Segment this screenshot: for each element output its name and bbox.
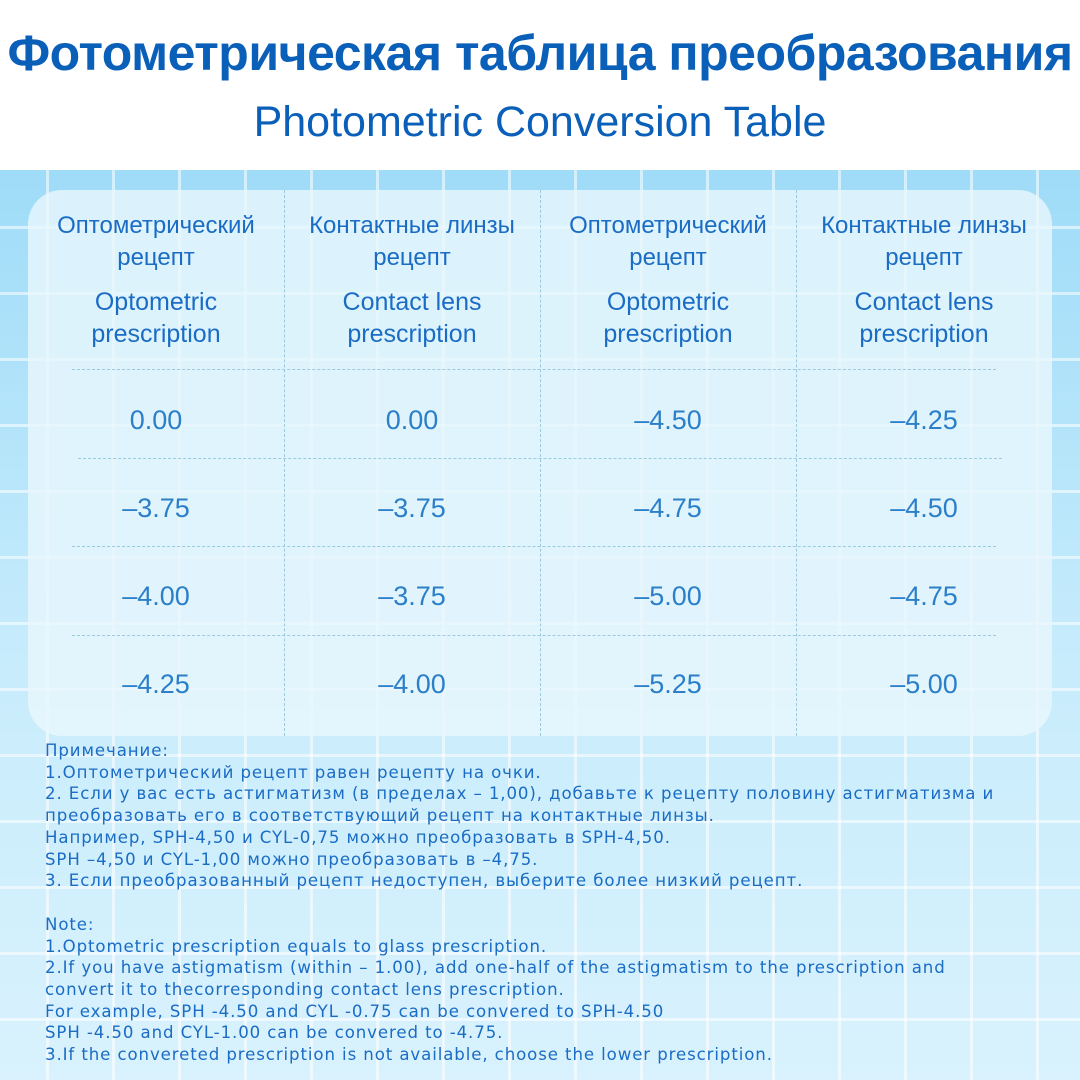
column-header-en-line: Contact lens [854,288,994,316]
notes-ru-heading: Примечание: [45,741,169,760]
column-header-en-line: prescription [91,320,221,348]
note-line: преобразовать его в соответствующий рецепт на контактные линзы. [45,806,715,826]
column-header-ru-line: рецепт [629,244,707,271]
column-header-en [28,286,284,350]
table-cell: –5.00 [890,669,958,699]
table-cell: 0.00 [385,405,439,435]
note-line: convert it to thecorresponding contact lens prescription. [45,980,565,1000]
notes-en-heading: Note: [45,914,95,934]
column-header-ru-line: рецепт [117,244,195,271]
table-cell: –5.00 [634,581,702,611]
table-column [28,190,284,736]
column-header-ru-line: рецепт [885,244,963,271]
column-header-en [796,286,1052,350]
table-cell: –4.50 [634,405,702,435]
note-line: 2.If you have astigmatism (within – 1.00), add one-half of the astigmatism to the prescription and [45,958,946,978]
note-line: SPH –4,50 и CYL-1,00 можно преобразовать в –4,75. [45,849,539,869]
column-header-ru [24,210,288,274]
column-header-en-line: prescription [859,320,989,348]
table-column [284,190,540,736]
header [0,0,1080,170]
table-cell: –3.75 [378,493,446,523]
table-cell: –5.25 [634,669,702,699]
note-line: Например, SPH-4,50 и CYL-0,75 можно преобразовать в SPH-4,50. [45,827,671,847]
table-cell: –4.75 [634,493,702,523]
column-header-ru-line: Оптометрический [569,212,767,239]
note-line: 1.Optometric prescription equals to glass prescription. [45,936,548,956]
note-line: 2. Если у вас есть астигматизм (в пределах – 1,00), добавьте к рецепту половину астигматизма и [45,784,995,804]
notes [45,740,1055,1066]
note-line: For example, SPH -4.50 and CYL -0.75 can be convered to SPH-4.50 [45,1001,665,1021]
note-line: SPH -4.50 and CYL-1.00 can be convered to -4.75. [45,1023,504,1043]
column-header-ru [792,210,1056,274]
table-column [540,190,796,736]
column-header-ru-line: Контактные линзы [821,212,1027,239]
column-header-en [540,286,796,350]
table-cell: –4.75 [890,581,958,611]
column-header-ru-line: Контактные линзы [309,212,515,239]
column-header-en-line: Optometric [606,288,730,316]
column-header-en-line: prescription [603,320,733,348]
table-cell: –3.75 [378,581,446,611]
table-cell: –4.00 [122,581,190,611]
table-cell: –4.25 [890,405,958,435]
page-subtitle: Photometric Conversion Table [253,98,827,146]
column-header-en-line: Optometric [94,288,218,316]
column-header-en [284,286,540,350]
table-cell: –3.75 [122,493,190,523]
table-cell: –4.50 [890,493,958,523]
note-line: 1.Оптометрический рецепт равен рецепту на очки. [45,762,542,782]
table-column [796,190,1052,736]
note-line: 3.If the convereted prescription is not available, choose the lower prescription. [45,1045,773,1065]
note-line: 3. Если преобразованный рецепт недоступен, выберите более низкий рецепт. [45,871,804,891]
column-header-ru-line: Оптометрический [57,212,255,239]
page-title: Фотометрическая таблица преобразования [7,25,1073,81]
table-cell: –4.25 [122,669,190,699]
column-header-ru [536,210,800,274]
conversion-table [28,190,1052,736]
column-header-en-line: Contact lens [342,288,482,316]
table-cell: –4.00 [378,669,446,699]
table-cell: 0.00 [129,405,183,435]
column-header-ru [280,210,544,274]
notes-spacer [45,892,1055,914]
column-header-en-line: prescription [347,320,477,348]
column-header-ru-line: рецепт [373,244,451,271]
